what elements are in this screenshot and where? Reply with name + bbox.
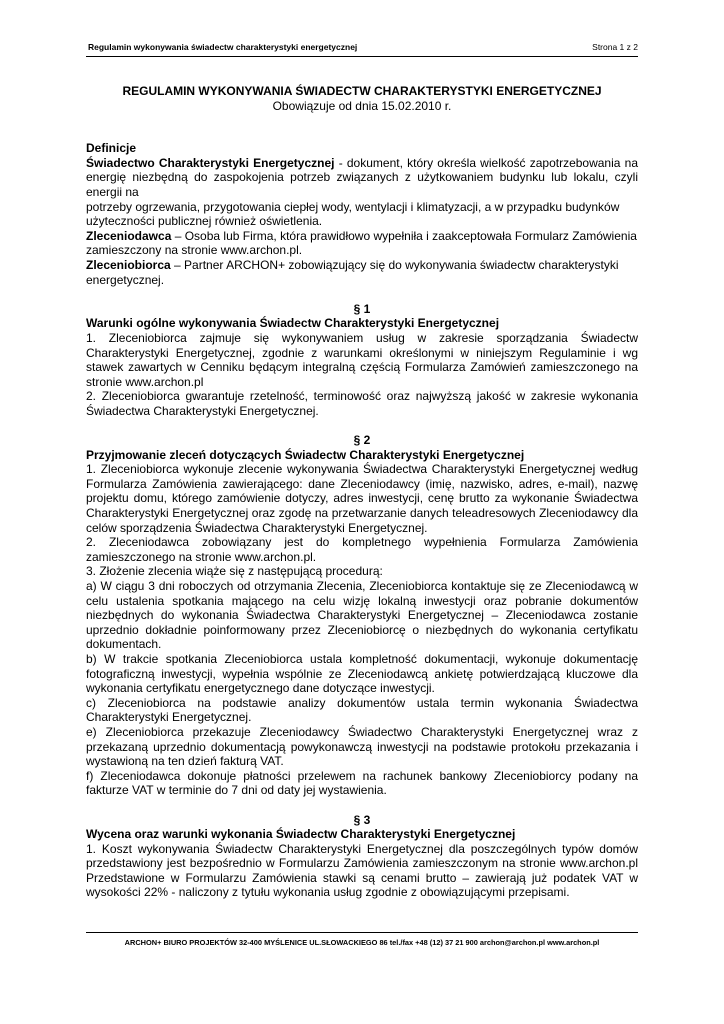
definitions-heading: Definicje [86,141,137,156]
section-2-item: b) W trakcie spotkania Zleceniobiorca ustala kompletność dokumentacji, wykonuje dokumentację fotograficzną inwestycji, wypełnia wspólnie ze Zleceniodawcą ankietę potwierdzającą kluczowe dla wykonania certyfikatu energetycznego dane dotyczące inwestycji. [86,651,638,696]
header-divider [86,56,638,57]
section-1-sign: § 1 [353,301,371,316]
section-3-paragraph: 1. Koszt wykonywania Świadectw Charakterystyki Energetycznej dla poszczególnych typów domów przedstawiony jest bezpośrednio w Formularzu Zamówienia zamieszczonym na stronie www.archon.pl Przedstawione w Formularzu Zamówienia stawki są cenami brutto – zawierają już podatek VAT w wysokości 22% - naliczony z tytułu wykonania usług zgodnie z obowiązującymi przepisami. [86,841,638,900]
definition-term: Zleceniodawca [86,228,172,243]
section-2-paragraph: 3. Złożenie zlecenia wiąże się z następującą procedurą: [86,564,383,579]
section-2-sign: § 2 [353,433,371,448]
page-header [88,42,638,53]
header-doc-title: Regulamin wykonywania świadectw charakterystyki energetycznej [88,42,358,52]
definition-client [86,229,638,258]
footer-divider [86,932,638,933]
section-1-heading: Warunki ogólne wykonywania Świadectw Charakterystyki Energetycznej [86,316,500,331]
section-2-item: e) Zleceniobiorca przekazuje Zleceniodawcy Świadectwo Charakterystyki Energetycznej wraz z przekazaną uprzednio dokumentacją powykonawczą inwestycji na podstawie protokołu przekazania i wystawioną na ten dzień fakturą VAT. [86,724,638,769]
section-1-paragraph: 1. Zleceniobiorca zajmuje się wykonywaniem usług w zakresie sporządzania Świadectw Charakterystyki Energetycznej, zgodnie z warunkami określonymi w niniejszym Regulaminie i wg stawek zawartych w Cenniku będącym integralną częścią Formularza Zamówień zamieszczonego na stronie www.archon.pl [86,330,638,389]
section-3-heading: Wycena oraz warunki wykonania Świadectw Charakterystyki Energetycznej [86,827,516,842]
document-body [86,84,638,900]
section-3-sign: § 3 [353,812,371,827]
section-2-item: c) Zleceniobiorca na podstawie analizy dokumentów ustala termin wykonania Świadectwa Charakterystyki Energetycznej. [86,695,638,725]
section-2-item: a) W ciągu 3 dni roboczych od otrzymania Zlecenia, Zleceniobiorca kontaktuje się ze Zleceniodawcą w celu ustalenia spotkania mającego na celu wizję lokalną inwestycji oraz pobranie dokumentów niezbędnych do wykonania Świadectwa Charakterystyki Energetycznej – Zleceniodawca zostanie uprzednio dokładnie poinformowany przez Zleceniobiorcę o niezbędnych do wykonania certyfikatu dokumentach. [86,579,638,652]
section-2-paragraph: 2. Zleceniodawca zobowiązany jest do kompletnego wypełnienia Formularza Zamówienia zamieszczonego na stronie www.archon.pl. [86,535,638,564]
definition-text: – Osoba lub Firma, która prawidłowo wypełniła i zaakceptowała Formularz Zamówienia zamieszczony na stronie www.archon.pl. [86,228,637,258]
page-footer: ARCHON+ BIURO PROJEKTÓW 32-400 MYŚLENICE UL.SŁOWACKIEGO 86 tel./fax +48 (12) 37 21 900 archon@archon.pl www.archon.pl [124,938,600,947]
definition-contractor [86,258,638,287]
definition-text: - dokument, który określa wielkość zapotrzebowania na energię niezbędną do zaspokojenia potrzeb związanych z użytkowaniem budynku lub lokalu, czyli energii na [86,155,638,199]
section-2-heading: Przyjmowanie zleceń dotyczących Świadectw Charakterystyki Energetycznej [86,447,525,462]
definition-term: Świadectwo Charakterystyki Energetycznej [86,155,335,170]
definition-certificate-cont: potrzeby ogrzewania, przygotowania ciepłej wody, wentylacji i klimatyzacji, a w przypadku budynków użyteczności publicznej również oświetlenia. [86,199,620,229]
definition-certificate [86,156,638,200]
definition-text: – Partner ARCHON+ zobowiązujący się do wykonywania świadectw charakterystyki energetycznej. [86,257,619,287]
section-2-paragraph: 1. Zleceniobiorca wykonuje zlecenie wykonywania Świadectwa Charakterystyki Energetycznej według Formularza Zamówienia zawierającego: dane Zleceniodawcy (imię, nazwisko, adres, e-mail), nazwę projektu domu, którego zamówienie dotyczy, adres inwestycji, cenę brutto za wykonanie Świadectwa Charakterystyki Energetycznej oraz zgodę na przetwarzanie danych teleadresowych Zleceniodawcy dla celów sporządzenia Świadectwa Charakterystyki Energetycznej. [86,462,638,535]
section-2-item: f) Zleceniodawca dokonuje płatności przelewem na rachunek bankowy Zleceniobiorcy podany na fakturze VAT w terminie do 7 dni od daty jej wystawienia. [86,768,638,798]
effective-date: Obowiązuje od dnia 15.02.2010 r. [272,98,452,113]
page-number: Strona 1 z 2 [592,42,638,52]
section-1-paragraph: 2. Zleceniobiorca gwarantuje rzetelność, terminowość oraz najwyższą jakość w zakresie wykonania Świadectwa Charakterystyki Energetycznej. [86,389,638,418]
document-title: REGULAMIN WYKONYWANIA ŚWIADECTW CHARAKTERYSTYKI ENERGETYCZNEJ [122,84,602,98]
definition-term: Zleceniobiorca [86,257,171,272]
